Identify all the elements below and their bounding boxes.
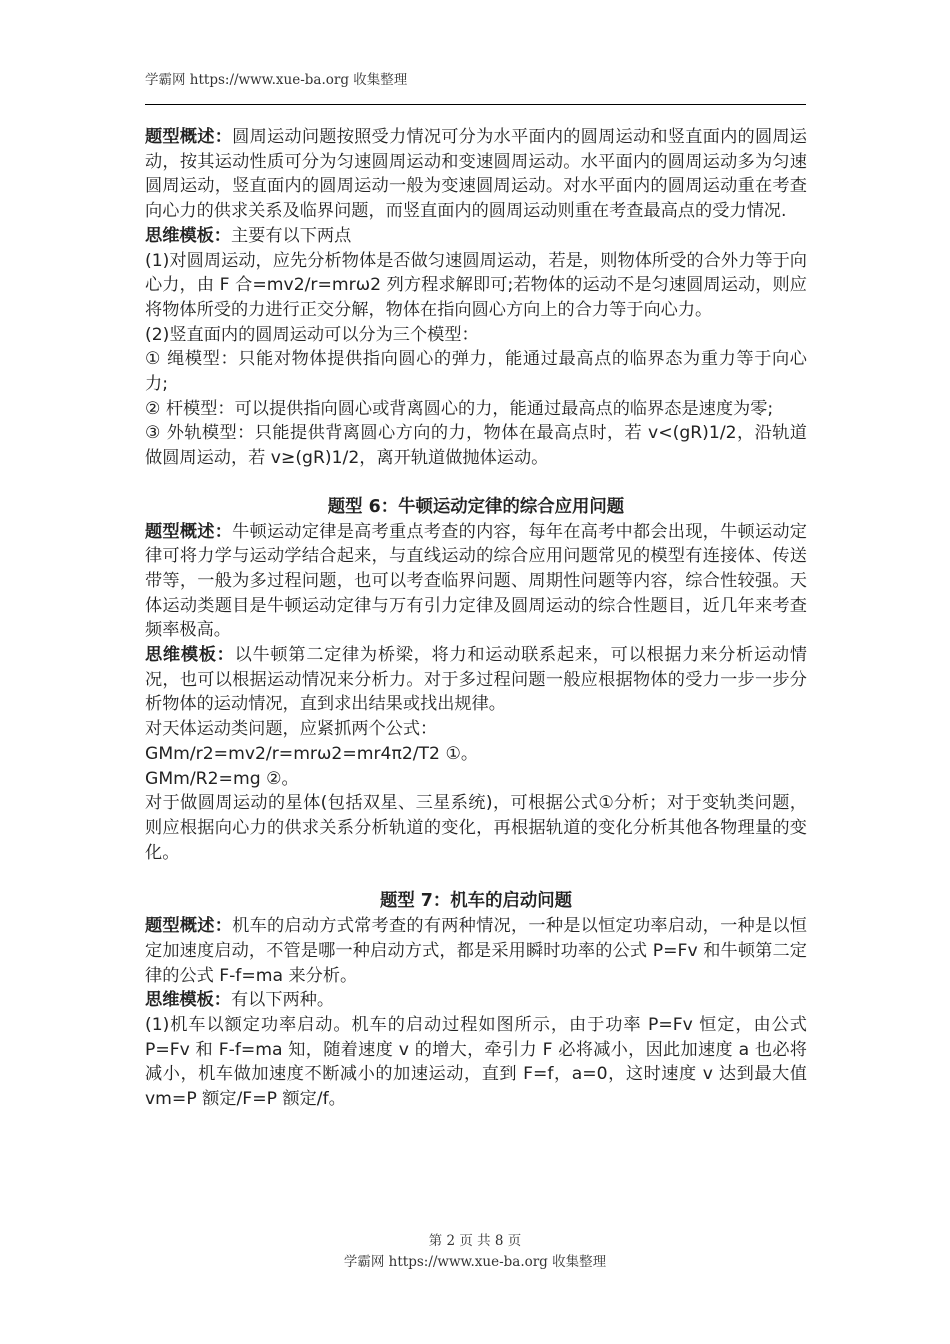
s5-overview-label: 题型概述： [145,127,233,147]
s6-template-label: 思维模板： [145,645,235,666]
s5-rope-model: ① 绳模型：只能对物体提供指向圆心的弹力，能通过最高点的临界态为重力等于向心力; [145,349,807,395]
s5-template-label: 思维模板： [145,225,231,246]
s7-template-text: 有以下两种。 [230,990,335,1011]
s7-template [145,988,807,1013]
page-content [145,125,807,1112]
s5-overview [145,125,807,224]
section-spacer [145,865,807,889]
page-footer-source: 学霸网 https://www.xue-ba.org 收集整理 [343,1254,607,1270]
s5-paragraph-2: (2)竖直面内的圆周运动可以分为三个模型： [145,324,479,345]
section-spacer [145,471,807,495]
s7-overview-label: 题型概述： [145,916,233,937]
s5-paragraph-1: (1)对圆周运动，应先分析物体是否做匀速圆周运动，若是，则物体所受的合外力等于向心力，由 F 合=mv2/r=mrω2 列方程求解即可;若物体的运动不是匀速圆周运动，则应将物体所受的力进行正交分解，物体在指向圆心方向上的合力等于向心力。 [145,250,807,320]
s5-overview-text: 圆周运动问题按照受力情况可分为水平面内的圆周运动和竖直面内的圆周运动，按其运动性质可分为匀速圆周运动和变速圆周运动。水平面内的圆周运动多为匀速圆周运动，竖直面内的圆周运动一般为变速圆周运动。对水平面内的圆周运动重在考查向心力的供求关系及临界问题，而竖直面内的圆周运动则重在考查最高点的受力情况. [145,127,807,222]
page-header: 学霸网 https://www.xue-ba.org 收集整理 [145,72,408,88]
s6-paragraph-2: 对于做圆周运动的星体(包括双星、三星系统)，可根据公式①分析；对于变轨类问题，则应根据向心力的供求关系分析轨道的变化，再根据轨道的变化分析其他各物理量的变化。 [145,793,807,863]
s6-paragraph-1: 对天体运动类问题，应紧抓两个公式： [145,719,438,740]
s6-overview [145,520,807,644]
s6-overview-text: 牛顿运动定律是高考重点考查的内容，每年在高考中都会出现，牛顿运动定律可将力学与运动学结合起来，与直线运动的综合应用问题常见的模型有连接体、传送带等，一般为多过程问题，也可以考查临界问题、周期性问题等内容，综合性较强。天体运动类题目是牛顿运动定律与万有引力定律及圆周运动的综合性题目，近几年来考查频率极高。 [145,521,807,641]
s6-formula-1: GMm/r2=mv2/r=mrω2=mr4π2/T2 ①。 [145,743,479,764]
s7-paragraph-1: (1)机车以额定功率启动。机车的启动过程如图所示，由于功率 P=Fv 恒定，由公式 P=Fv 和 F-f=ma 知，随着速度 v 的增大，牵引力 F 必将减小，因此加速度 a 也必将减小，机车做加速度不断减小的加速运动，直到 F=f，a=0，这时速度 v 达到最大值 vm=P 额定/F=P 额定/f。 [145,1014,807,1110]
s5-template-text: 主要有以下两点 [230,225,352,246]
s5-outer-track-model: ③ 外轨模型：只能提供背离圆心方向的力，物体在最高点时，若 v<(gR)1/2，沿轨道做圆周运动，若 v≥(gR)1/2，离开轨道做抛体运动。 [145,423,807,469]
s7-overview [145,914,807,988]
s7-overview-text: 机车的启动方式常考查的有两种情况，一种是以恒定功率启动，一种是以恒定加速度启动，不管是哪一种启动方式，都是采用瞬时功率的公式 P=Fv 和牛顿第二定律的公式 F-f=ma 来分析。 [145,916,807,986]
s6-overview-label: 题型概述： [145,521,233,542]
s5-rod-model: ② 杆模型：可以提供指向圆心或背离圆心的力，能通过最高点的临界态是速度为零; [145,398,774,419]
s6-title: 题型 6：牛顿运动定律的综合应用问题 [327,496,625,517]
s7-title: 题型 7：机车的启动问题 [379,891,573,912]
header-divider [145,104,806,105]
s6-formula-2: GMm/R2=mg ②。 [145,768,299,789]
s6-template-text: 以牛顿第二定律为桥梁，将力和运动联系起来，可以根据力来分析运动情况，也可以根据运动情况来分析力。对于多过程问题一般应根据物体的受力一步一步分析物体的运动情况，直到求出结果或找出规律。 [145,645,807,715]
page-number: 第 2 页 共 8 页 [428,1233,522,1249]
s6-template [145,643,807,717]
s7-template-label: 思维模板： [145,990,231,1011]
s5-template [145,224,807,249]
